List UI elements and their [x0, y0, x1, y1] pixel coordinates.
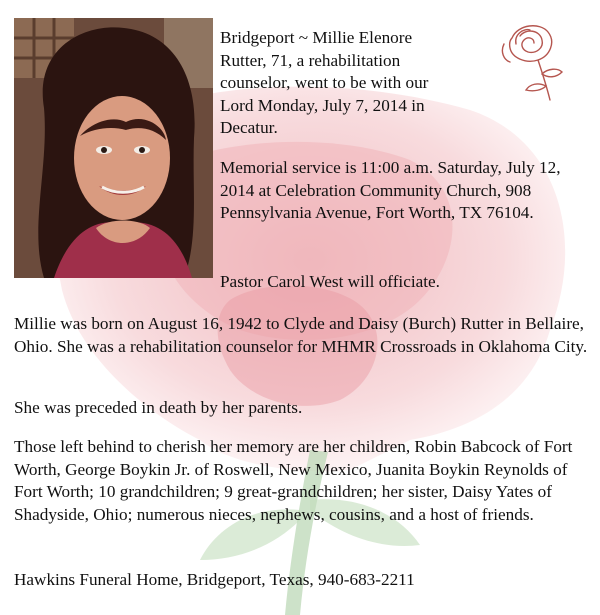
survivors-paragraph: Those left behind to cherish her memory are her children, Robin Babcock of Fort Worth, George Boykin Jr. of Roswell, New Mexico, Juanita Boykin Reynolds of Fort Worth; 10 grandchildren; 9 great-grandchildren; her sister, Daisy Yates of Shadyside, Ohio; numerous nieces, nephews, cousins, and a host of friends. — [14, 437, 573, 524]
funeral-home-contact: Hawkins Funeral Home, Bridgeport, Texas, 940-683-2211 — [14, 570, 415, 589]
portrait-photo — [14, 18, 213, 278]
biography-paragraph: Millie was born on August 16, 1942 to Clyde and Daisy (Burch) Rutter in Bellaire, Ohio. She was a rehabilitation counselor for MHMR Crossroads in Oklahoma City. — [14, 314, 588, 356]
preceded-in-death: She was preceded in death by her parents. — [14, 398, 303, 417]
officiant-info: Pastor Carol West will officiate. — [220, 272, 440, 291]
memorial-service-info: Memorial service is 11:00 a.m. Saturday, July 12, 2014 at Celebration Community Church, 908 Pennsylvania Avenue, Fort Worth, TX 76104. — [220, 158, 561, 222]
rose-icon — [490, 14, 570, 102]
obituary-intro: Bridgeport ~ Millie Elenore Rutter, 71, a rehabilitation counselor, went to be with our Lord Monday, July 7, 2014 in Decatur. — [220, 28, 429, 137]
